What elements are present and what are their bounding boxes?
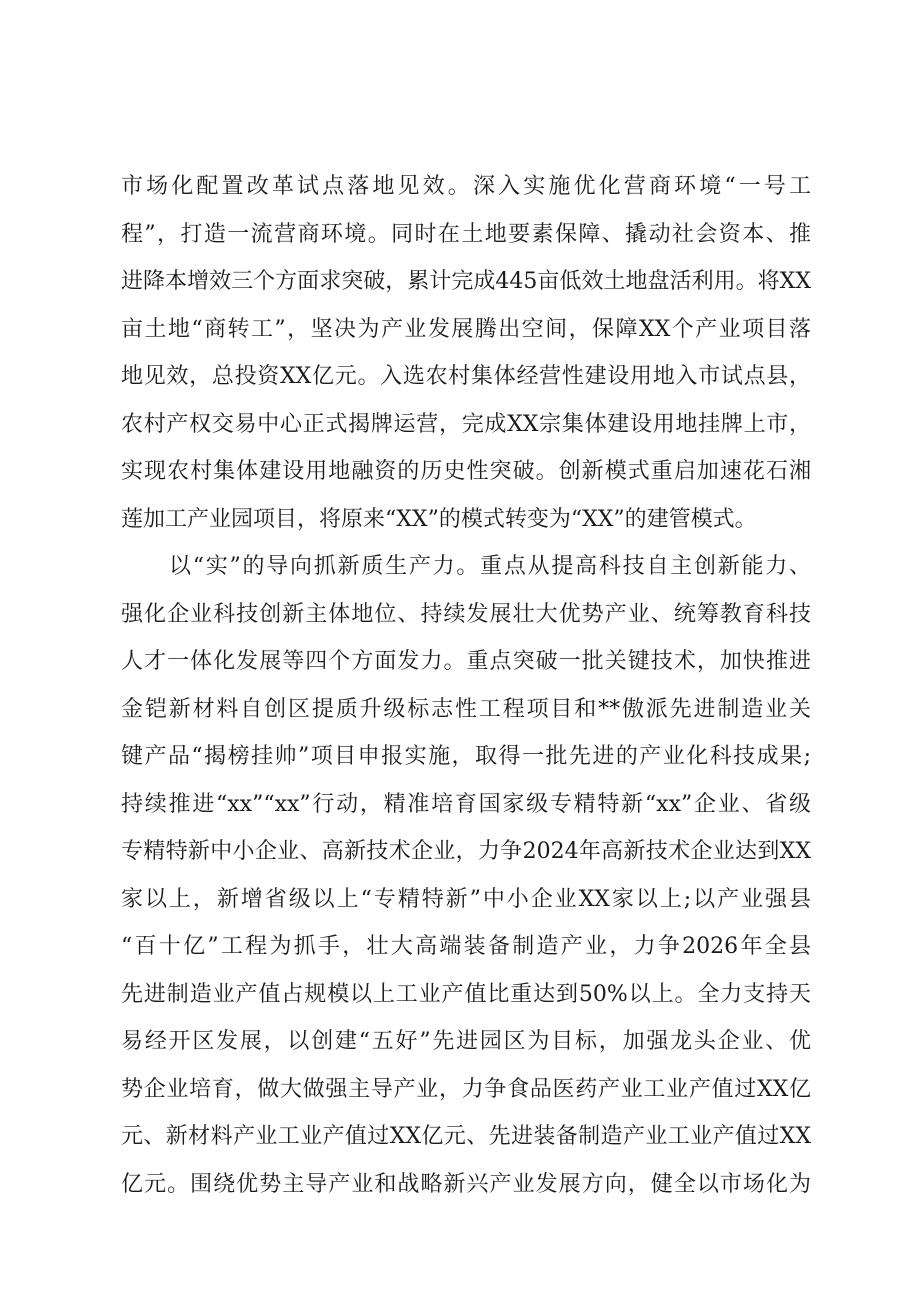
text-line: 金铠新材料自创区提质升级标志性工程项目和**傲派先进制造业关 (121, 696, 811, 722)
text-line: 键产品“揭榜挂帅”项目申报实施，取得一批先进的产业化科技成果; (121, 744, 811, 769)
text-line: 专精特新中小企业、高新技术企业，力争2024年高新技术企业达到XX (121, 839, 811, 864)
text-line: 亩土地“商转工”，坚决为产业发展腾出空间，保障XX个产业项目落 (121, 316, 811, 342)
text-line: 程”，打造一流营商环境。同时在土地要素保障、撬动社会资本、推 (121, 221, 811, 247)
text-line: 莲加工产业园项目，将原来“XX”的模式转变为“XX”的建管模式。 (121, 506, 757, 532)
text-line: 家以上，新增省级以上“专精特新”中小企业XX家以上;以产业强县 (121, 886, 811, 912)
text-line: 以“实”的导向抓新质生产力。重点从提高科技自主创新能力、 (169, 554, 811, 579)
text-line: 实现农村集体建设用地融资的历史性突破。创新模式重启加速花石湘 (121, 459, 811, 484)
paragraph-new-productivity (121, 543, 811, 1208)
document-body (121, 163, 811, 1208)
text-line: 农村产权交易中心正式揭牌运营，完成XX宗集体建设用地挂牌上市， (121, 411, 811, 437)
text-line: 亿元。围绕优势主导产业和战略新兴产业发展方向，健全以市场化为 (121, 1171, 811, 1197)
paragraph-land-reform (121, 163, 811, 543)
text-line: 地见效，总投资XX亿元。入选农村集体经营性建设用地入市试点县， (121, 364, 811, 389)
text-line: 元、新材料产业工业产值过XX亿元、先进装备制造产业工业产值过XX (121, 1124, 811, 1149)
text-line: 持续推进“xx”“xx”行动，精准培育国家级专精特新“xx”企业、省级 (121, 791, 811, 817)
text-line: 易经开区发展，以创建“五好”先进园区为目标，加强龙头企业、优 (121, 1029, 811, 1054)
text-line: 先进制造业产值占规模以上工业产值比重达到50%以上。全力支持天 (121, 981, 811, 1007)
text-line: 强化企业科技创新主体地位、持续发展壮大优势产业、统筹教育科技 (121, 601, 811, 627)
text-line: “百十亿”工程为抓手，壮大高端装备制造产业，力争2026年全县 (121, 934, 811, 959)
text-line: 市场化配置改革试点落地见效。深入实施优化营商环境“一号工 (121, 174, 811, 199)
text-line: 人才一体化发展等四个方面发力。重点突破一批关键技术，加快推进 (121, 649, 811, 674)
text-line: 势企业培育，做大做强主导产业，力争食品医药产业工业产值过XX亿 (121, 1076, 811, 1102)
text-line: 进降本增效三个方面求突破，累计完成445亩低效土地盘活利用。将XX (121, 269, 811, 294)
